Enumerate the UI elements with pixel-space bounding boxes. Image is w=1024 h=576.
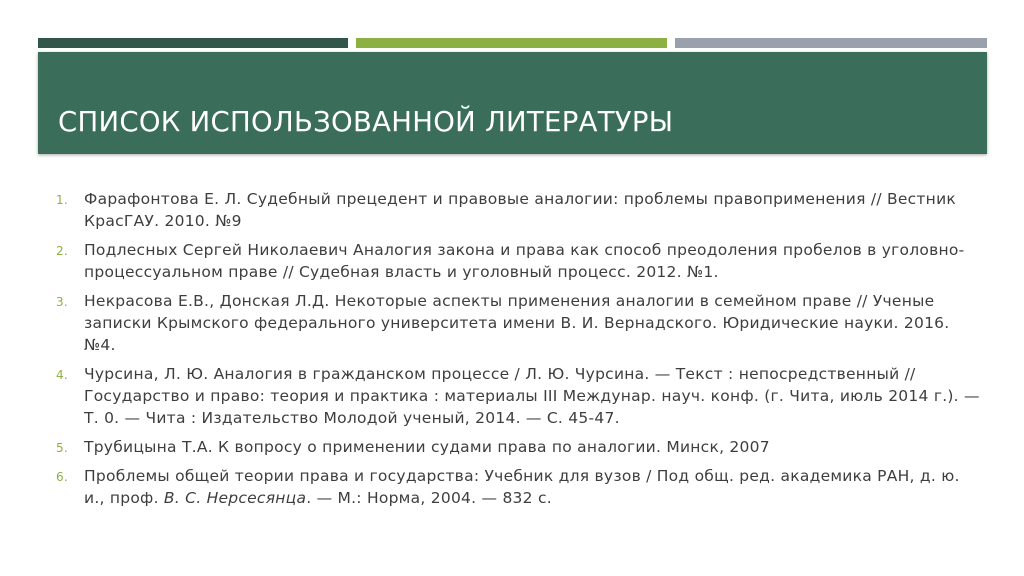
reference-text: Фарафонтова Е. Л. Судебный прецедент и правовые аналогии: проблемы правоприменения // Вестник КрасГАУ. 2010. №9 bbox=[84, 190, 957, 230]
reference-item bbox=[56, 436, 981, 458]
reference-item bbox=[56, 465, 981, 509]
reference-number: 6. bbox=[56, 470, 68, 484]
reference-item bbox=[56, 363, 981, 429]
reference-text-start: Проблемы общей теории права и государства: Учебник для вузов / Под общ. ред. академика РАН, д. ю. и., проф. bbox=[84, 467, 960, 507]
reference-text bbox=[84, 467, 960, 507]
decorative-top-bars bbox=[38, 38, 987, 48]
reference-number: 5. bbox=[56, 441, 68, 455]
reference-number: 2. bbox=[56, 244, 68, 258]
reference-text: Чурсина, Л. Ю. Аналогия в гражданском процессе / Л. Ю. Чурсина. — Текст : непосредственный // Государство и право: теория и практика : материалы III Междунар. науч. конф. (г. Чита, июль 2014 г.). — Т. 0. — Чита : Издательство Молодой ученый, 2014. — С. 45-47. bbox=[84, 365, 980, 427]
reference-text: Трубицына Т.А. К вопросу о применении судами права по аналогии. Минск, 2007 bbox=[84, 438, 770, 456]
top-bar-green bbox=[356, 38, 667, 48]
reference-text: Некрасова Е.В., Донская Л.Д. Некоторые аспекты применения аналогии в семейном праве // Ученые записки Крымского федерального университета имени В. И. Вернадского. Юридические науки. 2016. №4. bbox=[84, 292, 950, 354]
reference-item bbox=[56, 188, 981, 232]
reference-item bbox=[56, 239, 981, 283]
reference-text: Подлесных Сергей Николаевич Аналогия закона и права как способ преодоления пробелов в уголовно-процессуальном праве // Судебная власть и уголовный процесс. 2012. №1. bbox=[84, 241, 965, 281]
top-bar-gray bbox=[675, 38, 987, 48]
reference-item bbox=[56, 290, 981, 356]
top-bar-dark bbox=[38, 38, 348, 48]
reference-list bbox=[56, 188, 981, 516]
reference-text-italic-name: В. С. Нерсесянца bbox=[163, 489, 307, 507]
reference-number: 1. bbox=[56, 193, 68, 207]
reference-number: 3. bbox=[56, 295, 68, 309]
slide-title: СПИСОК ИСПОЛЬЗОВАННОЙ ЛИТЕРАТУРЫ bbox=[58, 106, 674, 138]
reference-number: 4. bbox=[56, 368, 68, 382]
title-band bbox=[38, 52, 987, 154]
reference-text-end: . — М.: Норма, 2004. — 832 с. bbox=[306, 489, 552, 507]
